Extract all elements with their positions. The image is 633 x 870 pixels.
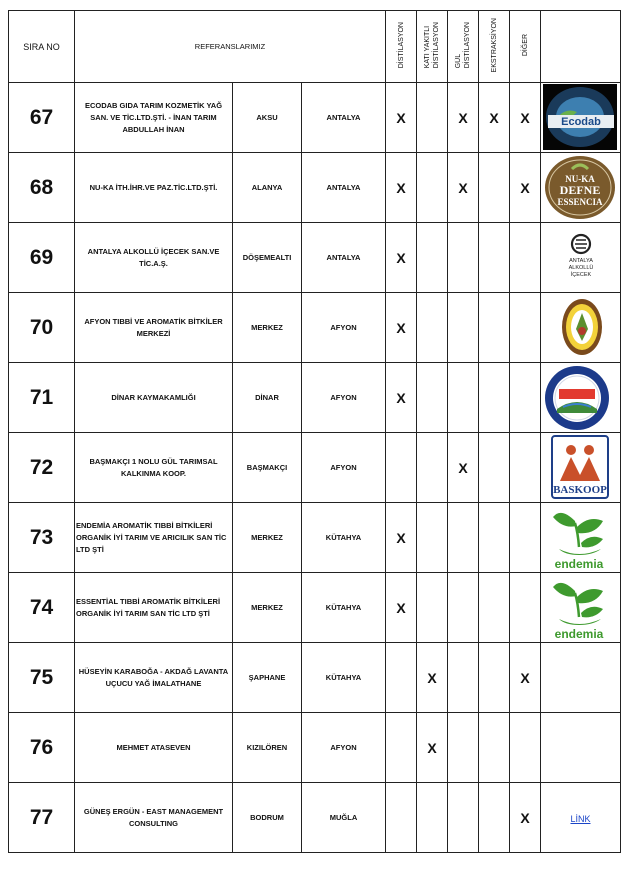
mark-distilasyon	[386, 223, 417, 293]
table-row	[9, 433, 621, 503]
mark-ekstraksiyon	[479, 503, 510, 573]
mark-gul-distilasyon	[448, 783, 479, 853]
mark-gul-distilasyon	[448, 83, 479, 153]
header-gul-distilasyon: GÜL DİSTİLASYON	[448, 11, 479, 83]
mark-ekstraksiyon	[479, 293, 510, 363]
x-mark: X	[396, 599, 406, 616]
table-row	[9, 713, 621, 783]
reference-name: MEHMET ATASEVEN	[75, 713, 233, 783]
svg-text:NU-KA: NU-KA	[565, 174, 595, 184]
x-mark: X	[489, 109, 499, 126]
city: MUĞLA	[302, 783, 386, 853]
district: BODRUM	[233, 783, 302, 853]
reference-name: AFYON TIBBİ VE AROMATİK BİTKİLER MERKEZİ	[75, 293, 233, 363]
antalya-alkollu-logo	[563, 233, 599, 281]
mark-distilasyon	[386, 293, 417, 363]
table-row	[9, 83, 621, 153]
district: ŞAPHANE	[233, 643, 302, 713]
row-number: 74	[9, 573, 75, 643]
header-sira-no: SIRA NO	[9, 11, 75, 83]
header-distilasyon: DİSTİLASYON	[386, 11, 417, 83]
mark-diger	[510, 223, 541, 293]
row-number: 70	[9, 293, 75, 363]
x-mark: X	[396, 109, 406, 126]
svg-text:ANTALYA: ANTALYA	[569, 258, 593, 264]
x-mark: X	[520, 809, 530, 826]
references-table	[8, 10, 621, 853]
logo-cell	[541, 503, 621, 573]
mark-kati-yakitli	[417, 223, 448, 293]
mark-diger	[510, 713, 541, 783]
mark-ekstraksiyon	[479, 783, 510, 853]
row-number: 72	[9, 433, 75, 503]
reference-name: GÜNEŞ ERGÜN - EAST MANAGEMENT CONSULTING	[75, 783, 233, 853]
row-number: 73	[9, 503, 75, 573]
logo-cell	[541, 223, 621, 293]
mark-ekstraksiyon	[479, 363, 510, 433]
row-number: 69	[9, 223, 75, 293]
logo-cell	[541, 783, 621, 853]
district: MERKEZ	[233, 573, 302, 643]
logo-cell	[541, 293, 621, 363]
district: KIZILÖREN	[233, 713, 302, 783]
mark-distilasyon	[386, 153, 417, 223]
header-diger: DİĞER	[510, 11, 541, 83]
defne-essencia-logo	[544, 155, 616, 220]
header-referanslarimiz: REFERANSLARIMIZ	[75, 11, 386, 83]
city: ANTALYA	[302, 153, 386, 223]
header-row	[9, 11, 621, 83]
mark-gul-distilasyon	[448, 363, 479, 433]
reference-name: ENDEMİA AROMATİK TIBBİ BİTKİLERİ ORGANİK İYİ TARIM VE ARICILIK SAN TİC LTD ŞTİ	[75, 503, 233, 573]
mark-gul-distilasyon	[448, 503, 479, 573]
baskoop-logo	[551, 435, 609, 499]
endemia-logo	[545, 575, 613, 641]
mark-kati-yakitli	[417, 83, 448, 153]
svg-text:ALKOLLÜ: ALKOLLÜ	[568, 265, 594, 271]
row-number: 75	[9, 643, 75, 713]
district: BAŞMAKÇI	[233, 433, 302, 503]
reference-name: ESSENTİAL TIBBİ AROMATİK BİTKİLERİ ORGANİK İYİ TARIM SAN TİC LTD ŞTİ	[75, 573, 233, 643]
district: DÖŞEMEALTI	[233, 223, 302, 293]
logo-cell	[541, 713, 621, 783]
svg-text:DEFNE: DEFNE	[559, 183, 601, 197]
mark-ekstraksiyon	[479, 223, 510, 293]
mark-kati-yakitli	[417, 503, 448, 573]
table-row	[9, 363, 621, 433]
mark-kati-yakitli	[417, 433, 448, 503]
dinar-kaymakamligi-seal-logo	[543, 365, 611, 431]
header-ekstraksiyon: EKSTRAKSİYON	[479, 11, 510, 83]
mark-ekstraksiyon	[479, 573, 510, 643]
mark-distilasyon	[386, 783, 417, 853]
logo-cell	[541, 153, 621, 223]
mark-distilasyon	[386, 433, 417, 503]
mark-ekstraksiyon	[479, 153, 510, 223]
x-mark: X	[396, 529, 406, 546]
mark-diger	[510, 363, 541, 433]
city: KÜTAHYA	[302, 573, 386, 643]
district: MERKEZ	[233, 293, 302, 363]
ecodab-logo	[543, 84, 617, 150]
x-mark: X	[427, 739, 437, 756]
mark-kati-yakitli	[417, 293, 448, 363]
city: AFYON	[302, 713, 386, 783]
x-mark: X	[458, 179, 468, 196]
reference-name: ANTALYA ALKOLLÜ İÇECEK SAN.VE TİC.A.Ş.	[75, 223, 233, 293]
table-row	[9, 223, 621, 293]
mark-distilasyon	[386, 713, 417, 783]
table-row	[9, 503, 621, 573]
mark-kati-yakitli	[417, 363, 448, 433]
table-row	[9, 643, 621, 713]
header-kati-yakitli-distilasyon: KATI YAKITLI DİSTİLASYON	[417, 11, 448, 83]
mark-gul-distilasyon	[448, 433, 479, 503]
row-number: 77	[9, 783, 75, 853]
district: DİNAR	[233, 363, 302, 433]
mark-kati-yakitli	[417, 643, 448, 713]
mark-gul-distilasyon	[448, 223, 479, 293]
x-mark: X	[520, 179, 530, 196]
mark-diger	[510, 293, 541, 363]
x-mark: X	[396, 249, 406, 266]
mark-distilasyon	[386, 573, 417, 643]
logo-cell	[541, 573, 621, 643]
mark-diger	[510, 783, 541, 853]
x-mark: X	[458, 459, 468, 476]
mark-diger	[510, 573, 541, 643]
mark-gul-distilasyon	[448, 293, 479, 363]
mark-distilasyon	[386, 363, 417, 433]
svg-text:ESSENCIA: ESSENCIA	[557, 197, 603, 207]
logo-cell	[541, 643, 621, 713]
table-row	[9, 573, 621, 643]
x-mark: X	[520, 109, 530, 126]
reference-name: NU-KA İTH.İHR.VE PAZ.TİC.LTD.ŞTİ.	[75, 153, 233, 223]
header-logo-column	[541, 11, 621, 83]
mark-ekstraksiyon	[479, 83, 510, 153]
x-mark: X	[427, 669, 437, 686]
reference-name: BAŞMAKÇI 1 NOLU GÜL TARIMSAL KALKINMA KOOP.	[75, 433, 233, 503]
row-number: 68	[9, 153, 75, 223]
mark-gul-distilasyon	[448, 713, 479, 783]
mark-diger	[510, 643, 541, 713]
district: ALANYA	[233, 153, 302, 223]
city: KÜTAHYA	[302, 503, 386, 573]
x-mark: X	[396, 179, 406, 196]
mark-diger	[510, 433, 541, 503]
city: AFYON	[302, 363, 386, 433]
mark-kati-yakitli	[417, 783, 448, 853]
city: ANTALYA	[302, 83, 386, 153]
mark-diger	[510, 503, 541, 573]
svg-text:İÇECEK: İÇECEK	[570, 272, 592, 278]
mark-kati-yakitli	[417, 153, 448, 223]
logo-cell	[541, 83, 621, 153]
svg-text:endemia: endemia	[554, 557, 604, 571]
row-number: 67	[9, 83, 75, 153]
link[interactable]: LİNK	[570, 813, 591, 824]
mark-gul-distilasyon	[448, 573, 479, 643]
city: AFYON	[302, 433, 386, 503]
x-mark: X	[396, 319, 406, 336]
city: AFYON	[302, 293, 386, 363]
mark-gul-distilasyon	[448, 153, 479, 223]
reference-name: DİNAR KAYMAKAMLIĞI	[75, 363, 233, 433]
table-row	[9, 153, 621, 223]
x-mark: X	[396, 389, 406, 406]
table-row	[9, 783, 621, 853]
mark-ekstraksiyon	[479, 643, 510, 713]
x-mark: X	[458, 109, 468, 126]
mark-ekstraksiyon	[479, 433, 510, 503]
row-number: 71	[9, 363, 75, 433]
reference-name: ECODAB GIDA TARIM KOZMETİK YAĞ SAN. VE TİC.LTD.ŞTİ. - İNAN TARIM ABDULLAH İNAN	[75, 83, 233, 153]
svg-text:endemia: endemia	[554, 627, 604, 641]
svg-text:BASKOOP: BASKOOP	[553, 484, 607, 496]
district: AKSU	[233, 83, 302, 153]
svg-text:Ecodab: Ecodab	[561, 116, 601, 128]
city: ANTALYA	[302, 223, 386, 293]
x-mark: X	[520, 669, 530, 686]
city: KÜTAHYA	[302, 643, 386, 713]
logo-cell	[541, 363, 621, 433]
mark-distilasyon	[386, 503, 417, 573]
endemia-logo	[545, 505, 613, 571]
mark-kati-yakitli	[417, 573, 448, 643]
afyon-seal-logo	[561, 297, 603, 357]
district: MERKEZ	[233, 503, 302, 573]
mark-diger	[510, 153, 541, 223]
mark-distilasyon	[386, 643, 417, 713]
mark-ekstraksiyon	[479, 713, 510, 783]
mark-distilasyon	[386, 83, 417, 153]
row-number: 76	[9, 713, 75, 783]
logo-cell	[541, 433, 621, 503]
table-row	[9, 293, 621, 363]
mark-diger	[510, 83, 541, 153]
reference-name: HÜSEYİN KARABOĞA - AKDAĞ LAVANTA UÇUCU YAĞ İMALATHANE	[75, 643, 233, 713]
mark-gul-distilasyon	[448, 643, 479, 713]
mark-kati-yakitli	[417, 713, 448, 783]
